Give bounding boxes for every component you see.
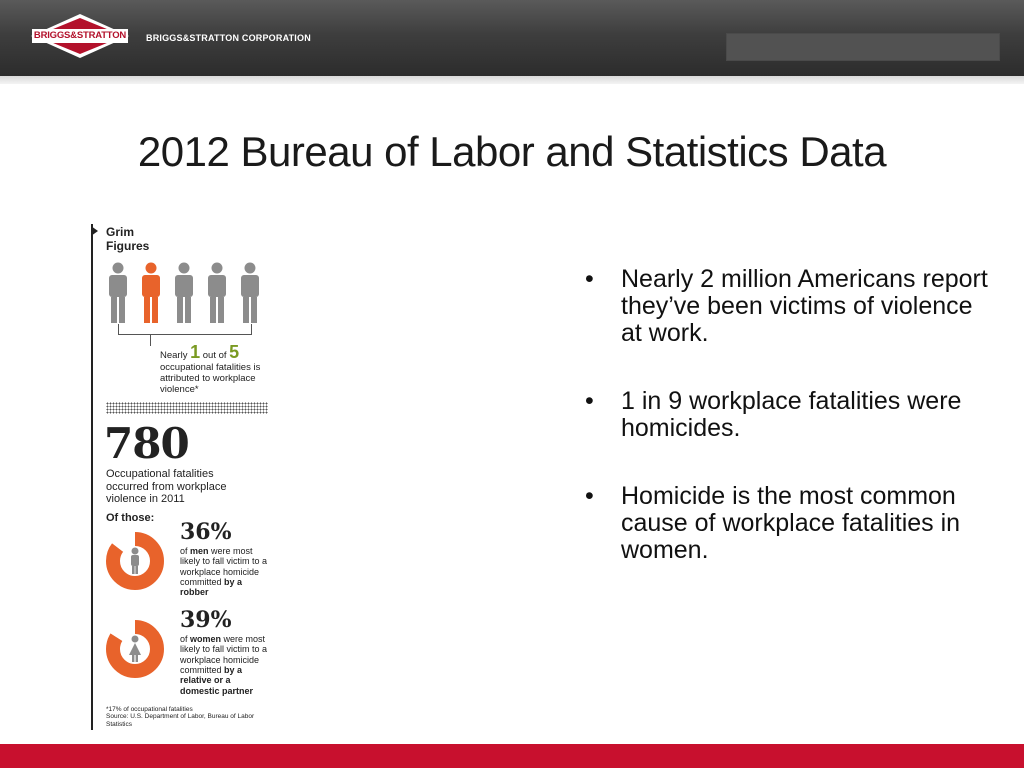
dotted-divider: [106, 402, 268, 414]
person-icon: [175, 263, 193, 324]
logo-text: BRIGGS&STRATTON: [33, 30, 127, 41]
bullet-list: [585, 266, 995, 605]
play-arrow-icon: [91, 226, 98, 236]
female-donut-icon: [104, 618, 166, 680]
one-in-five-text: Nearly 1 out of 5 occupational fatalities is attributed to workplace violence*: [160, 342, 261, 395]
person-icon: [208, 263, 226, 324]
bullet-icon: •: [585, 482, 594, 510]
bullet-item: • Nearly 2 million Americans report they’ve been victims of violence at work.: [585, 265, 988, 347]
big-number-780: 780: [104, 419, 189, 468]
person-icon: [241, 263, 259, 324]
header-stripe: [0, 76, 1024, 84]
grim-figures-infographic: [88, 224, 280, 732]
infographic-rule: [91, 224, 93, 730]
people-figures: [106, 262, 268, 326]
source-note: *17% of occupational fatalities Source: U.S. Department of Labor, Bureau of Labor Statistics: [106, 706, 255, 728]
person-icon: [142, 263, 160, 324]
women-description: of women were most likely to fall victim to a workplace homicide committed by a relative or a domestic partner: [180, 634, 268, 696]
occupational-fatalities-text: Occupational fatalities occurred from workplace violence in 2011: [106, 468, 227, 506]
bracket-stem: [150, 334, 151, 346]
men-description: of men were most likely to fall victim to a workplace homicide committed by a robber: [180, 546, 268, 598]
bullet-icon: •: [585, 387, 594, 415]
briggs-stratton-logo: [28, 12, 132, 60]
slide-title: 2012 Bureau of Labor and Statistics Data: [137, 128, 887, 175]
women-percent: 39%: [180, 607, 232, 633]
corporation-name: BRIGGS&STRATTON CORPORATION: [146, 33, 311, 43]
header-bar: [0, 0, 1024, 76]
person-icon: [109, 263, 127, 324]
male-donut-icon: [104, 530, 166, 592]
bullet-item: • 1 in 9 workplace fatalities were homicides.: [585, 387, 962, 442]
bullet-icon: •: [585, 265, 594, 293]
infographic-heading: Grim Figures: [106, 225, 150, 253]
footer-bar: [0, 744, 1024, 768]
header-panel: [726, 33, 1000, 61]
of-those-label: Of those:: [106, 512, 155, 524]
men-percent: 36%: [180, 519, 232, 545]
bullet-item: • Homicide is the most common cause of workplace fatalities in women.: [585, 482, 961, 564]
people-bracket: [118, 324, 252, 335]
